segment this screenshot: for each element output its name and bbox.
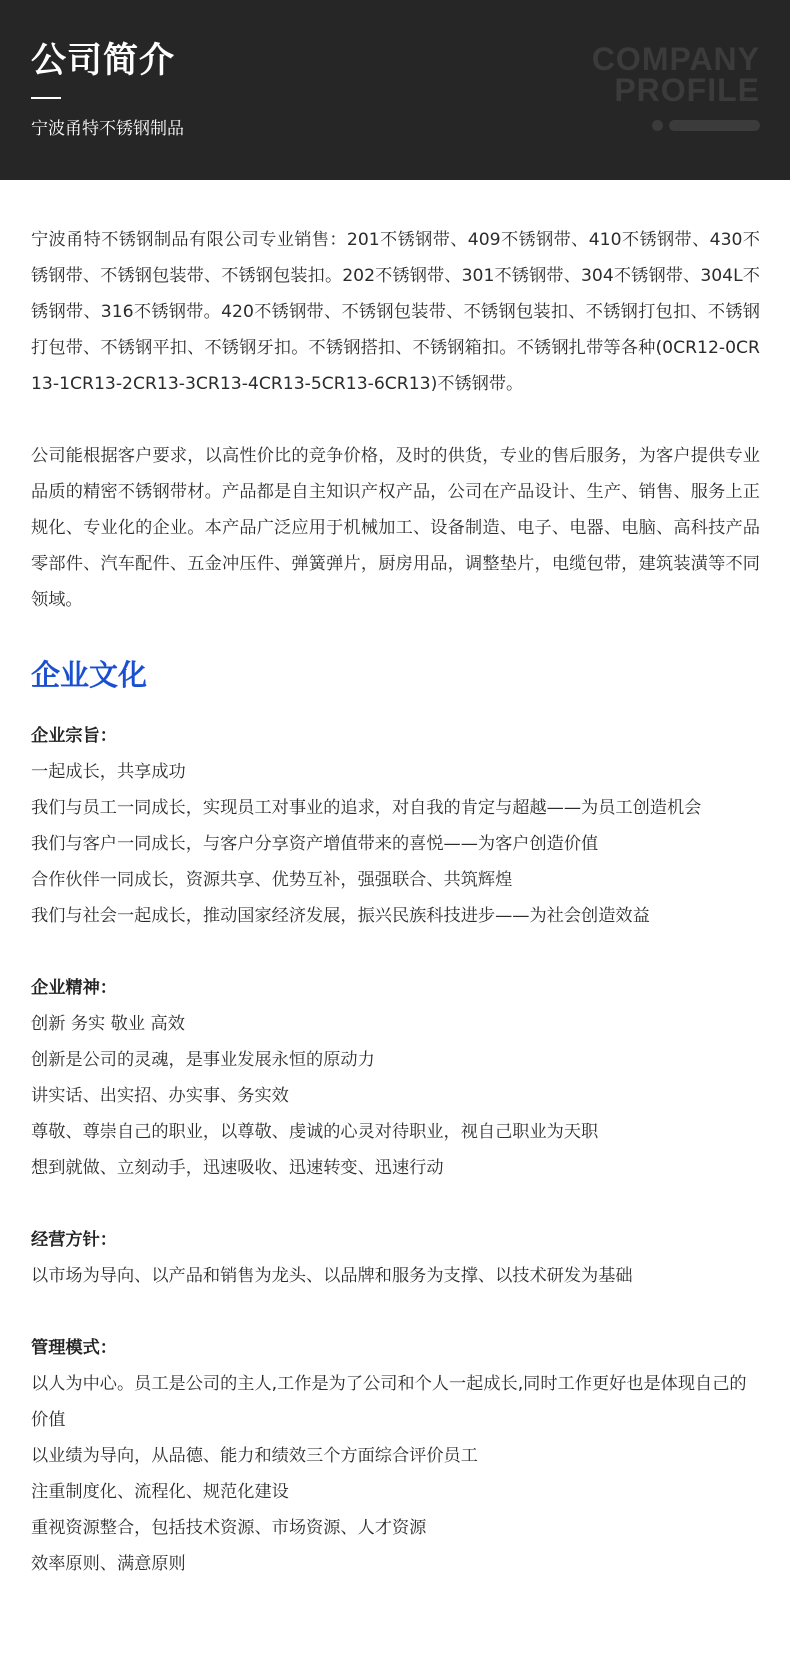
group-heading: 企业宗旨： [31, 726, 117, 746]
list-item: 创新是公司的灵魂，是事业发展永恒的原动力 [31, 1050, 375, 1070]
title-underline [31, 97, 61, 99]
decoration-dot [652, 120, 663, 131]
main-content [0, 180, 790, 1582]
page-header [0, 0, 790, 180]
list-item: 效率原则、满意原则 [31, 1554, 186, 1574]
group-lines [31, 1366, 760, 1582]
watermark-line-2: PROFILE [614, 72, 760, 108]
list-item: 一起成长，共享成功 [31, 762, 186, 782]
list-item: 想到就做、立刻动手，迅速吸收、迅速转变、迅速行动 [31, 1158, 444, 1178]
header-decoration [652, 120, 760, 131]
intro-paragraph: 公司能根据客户要求，以高性价比的竞争价格，及时的供货，专业的售后服务，为客户提供专业品质的精密不锈钢带材。产品都是自主知识产权产品，公司在产品设计、生产、销售、服务上正规化、专业化的企业。本产品广泛应用于机械加工、设备制造、电子、电器、电脑、高科技产品零部件、汽车配件、五金冲压件、弹簧弹片，厨房用品，调整垫片，电缆包带，建筑装潢等不同领域。 [31, 446, 760, 610]
list-item: 合作伙伴一同成长，资源共享、优势互补，强强联合、共筑辉煌 [31, 870, 513, 890]
list-item: 我们与社会一起成长，推动国家经济发展，振兴民族科技进步——为社会创造效益 [31, 906, 650, 926]
culture-group-management [31, 1330, 760, 1582]
list-item: 重视资源整合，包括技术资源、市场资源、人才资源 [31, 1518, 427, 1538]
group-heading: 经营方针： [31, 1230, 117, 1250]
list-item: 注重制度化、流程化、规范化建设 [31, 1482, 289, 1502]
culture-group-purpose [31, 718, 760, 934]
culture-group-spirit [31, 970, 760, 1186]
decoration-bar [669, 120, 760, 131]
culture-group-policy [31, 1222, 760, 1294]
watermark-line-1: COMPANY [591, 41, 760, 77]
intro-paragraph: 宁波甬特不锈钢制品有限公司专业销售：201不锈钢带、409不锈钢带、410不锈钢带、430不锈钢带、不锈钢包装带、不锈钢包装扣。202不锈钢带、301不锈钢带、304不锈钢带、304L不锈钢带、316不锈钢带。420不锈钢带、不锈钢包装带、不锈钢包装扣、不锈钢打包扣、不锈钢打包带、不锈钢平扣、不锈钢牙扣。不锈钢搭扣、不锈钢箱扣。不锈钢扎带等各种(0CR12-0CR13-1CR13-2CR13-3CR13-4CR13-5CR13-6CR13)不锈钢带。 [31, 230, 760, 394]
list-item: 讲实话、出实招、办实事、务实效 [31, 1086, 289, 1106]
list-item: 创新 务实 敬业 高效 [31, 1014, 185, 1034]
intro-section [31, 222, 760, 618]
company-profile-watermark [591, 41, 760, 108]
page-title: 公司简介 [31, 41, 176, 81]
group-heading: 企业精神： [31, 978, 117, 998]
list-item: 尊敬、尊崇自己的职业，以尊敬、虔诚的心灵对待职业，视自己职业为天职 [31, 1122, 599, 1142]
group-lines [31, 1258, 760, 1294]
list-item: 以市场为导向、以产品和销售为龙头、以品牌和服务为支撑、以技术研发为基础 [31, 1266, 633, 1286]
list-item: 我们与员工一同成长，实现员工对事业的追求，对自我的肯定与超越——为员工创造机会 [31, 798, 702, 818]
group-lines [31, 1006, 760, 1186]
group-lines [31, 754, 760, 934]
group-heading: 管理模式： [31, 1338, 117, 1358]
page-subtitle: 宁波甬特不锈钢制品 [31, 119, 184, 139]
section-title-culture: 企业文化 [31, 658, 148, 692]
list-item: 以人为中心。员工是公司的主人,工作是为了公司和个人一起成长,同时工作更好也是体现自己的价值 [31, 1374, 747, 1430]
list-item: 我们与客户一同成长，与客户分享资产增值带来的喜悦——为客户创造价值 [31, 834, 599, 854]
list-item: 以业绩为导向，从品德、能力和绩效三个方面综合评价员工 [31, 1446, 478, 1466]
